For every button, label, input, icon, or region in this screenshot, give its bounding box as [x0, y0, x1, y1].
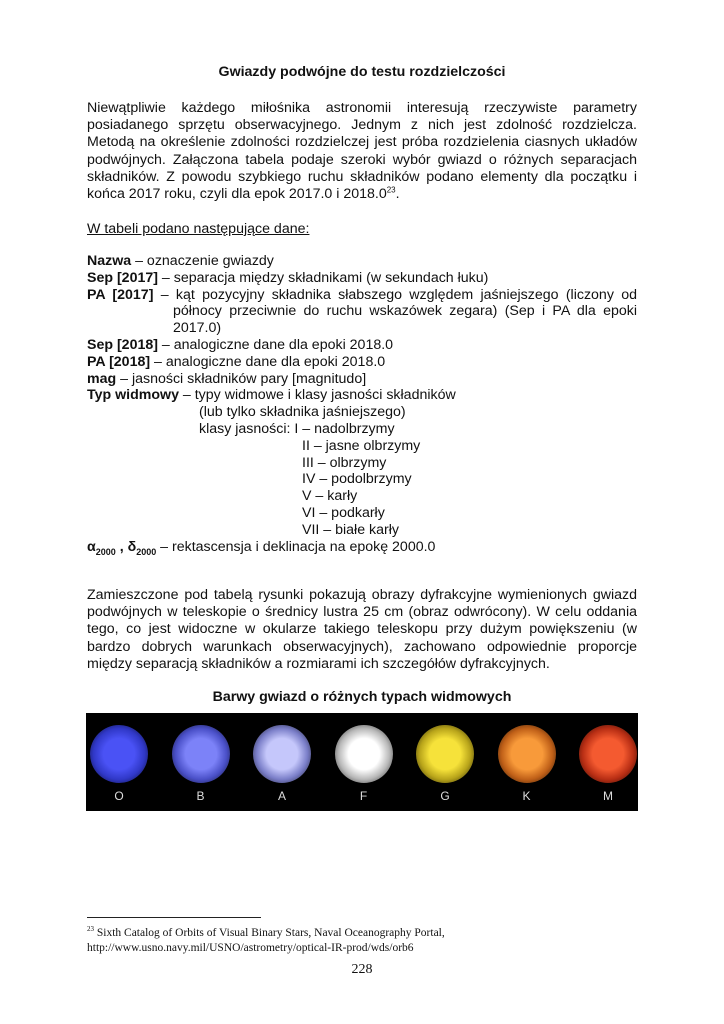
def-typ-cont1 — [87, 404, 637, 421]
def-sep2017 — [87, 270, 637, 287]
class-item: I – nadolbrzymy — [294, 420, 395, 437]
star-m — [579, 725, 637, 783]
star-label: B — [196, 789, 205, 803]
footnote-text: Sixth Catalog of Orbits of Visual Binary Stars, Naval Oceanography Portal, — [94, 927, 445, 939]
star-f — [335, 725, 393, 783]
class-item: III – olbrzymy — [302, 454, 387, 471]
class-row — [87, 505, 637, 522]
def-desc: – jasności składników pary [magnitudo] — [116, 370, 367, 387]
def-desc: – kąt pozycyjny składnika słabszego względem jaśniejszego (liczony od — [153, 286, 637, 303]
delta-letter: δ — [127, 538, 137, 555]
star-label: G — [440, 789, 450, 803]
def-term: PA [2018] — [87, 353, 151, 370]
coords-sep: , — [115, 538, 128, 555]
star-label: A — [277, 789, 286, 803]
intro-text: Niewątpliwie każdego miłośnika astronomii interesują rzeczywiste parametry posiadanego sprzętu obserwacyjnego. Jednym z nich jest zdolność rozdzielcza. Metodą na określenie zdolności rozdzielczej jest próba rozdzielenia ciasnych układów podwójnych. Załączona tabela podaje szeroki wybór gwiazd o różnych separacjach składników. Z powodu szybkiego ruchu składników podano elementy dla początku i końca 2017 roku, czyli dla epok 2017.0 i 2018.0 — [87, 100, 637, 203]
class-row — [87, 455, 637, 472]
def-typ-classes-first — [87, 421, 637, 438]
footnote-ref[interactable]: 23 — [386, 185, 396, 195]
def-term: Typ widmowy — [87, 387, 179, 404]
def-pa2017-cont1 — [87, 303, 637, 320]
star-label: O — [114, 789, 124, 803]
footnote-divider — [87, 917, 261, 918]
star-k — [498, 725, 556, 783]
def-desc: 2017.0) — [173, 320, 222, 337]
class-item: II – jasne olbrzymy — [302, 437, 421, 454]
def-desc: – analogiczne dane dla epoki 2018.0 — [157, 336, 394, 353]
class-row — [87, 438, 637, 455]
description-paragraph: Zamieszczone pod tabelą rysunki pokazują obrazy dyfrakcyjne wymienionych gwiazd podwójnych w teleskopie o średnicy lustra 25 cm (obraz odwrócony). W celu oddania tego, co jest widoczne w okularze takiego teleskopu przy dużym powiększeniu (w bardzo dobrych warunkach obserwacyjnych), zachowano odpowiednie proporcje między separacją składników a rozmiarami ich szczegółów dyfrakcyjnych. — [87, 587, 637, 672]
def-term: PA [2017] — [87, 286, 154, 303]
def-typ — [87, 387, 637, 404]
alpha-sub: 2000 — [95, 546, 116, 557]
def-desc: – rektascensja i deklinacja na epokę 2000.0 — [156, 538, 436, 555]
class-row — [87, 488, 637, 505]
def-sep2018 — [87, 337, 637, 354]
def-term: Sep [2018] — [87, 336, 158, 353]
def-desc: – analogiczne dane dla epoki 2018.0 — [150, 353, 386, 370]
def-pa2017-cont2 — [87, 320, 637, 337]
delta-symbol — [128, 539, 157, 555]
colors-title: Barwy gwiazd o różnych typach widmowych — [212, 689, 512, 705]
def-term: mag — [87, 370, 117, 387]
definitions-list — [87, 253, 637, 560]
star-colors-image — [86, 713, 638, 811]
star-label: F — [359, 789, 368, 803]
class-row — [87, 471, 637, 488]
def-coords — [87, 539, 637, 561]
class-label: klasy jasności: — [199, 420, 291, 437]
star-a — [253, 725, 311, 783]
page-number: 228 — [351, 962, 373, 977]
class-item: IV – podolbrzymy — [302, 471, 412, 488]
def-desc: północy przeciwnie do ruchu wskazówek zegara) (Sep i PA dla epoki — [173, 303, 637, 320]
page-title: Gwiazdy podwójne do testu rozdzielczości — [218, 64, 506, 80]
def-desc: – separacja między składnikami (w sekundach łuku) — [157, 269, 489, 286]
def-term: Nazwa — [87, 253, 132, 269]
alpha-letter: α — [87, 538, 96, 555]
def-pa2017 — [87, 287, 637, 304]
star-g — [416, 725, 474, 783]
def-desc: – oznaczenie gwiazdy — [131, 253, 274, 269]
def-desc: – typy widmowe i klasy jasności składników — [178, 387, 456, 404]
footnote — [87, 926, 647, 955]
footnote-number: 23 — [87, 925, 94, 934]
star-o — [90, 725, 148, 783]
def-term: Sep [2017] — [87, 269, 158, 286]
footnote-link[interactable]: http://www.usno.navy.mil/USNO/astrometry/optical-IR-prod/wds/orb6 — [87, 941, 414, 954]
star-label: K — [522, 789, 531, 803]
table-heading: W tabeli podano następujące dane: — [87, 221, 310, 237]
def-desc: (lub tylko składnika jaśniejszego) — [199, 404, 406, 421]
def-pa2018 — [87, 354, 637, 371]
alpha-symbol — [87, 539, 116, 555]
star-label: M — [603, 789, 613, 803]
def-mag — [87, 371, 637, 388]
class-item: V – karły — [302, 488, 358, 505]
class-row — [87, 522, 637, 539]
intro-end: . — [395, 186, 400, 203]
class-item: VII – białe karły — [302, 521, 399, 538]
def-nazwa — [87, 253, 637, 270]
delta-sub: 2000 — [136, 546, 157, 557]
star-b — [172, 725, 230, 783]
class-item: VI – podkarły — [302, 504, 385, 521]
intro-paragraph — [87, 100, 637, 203]
